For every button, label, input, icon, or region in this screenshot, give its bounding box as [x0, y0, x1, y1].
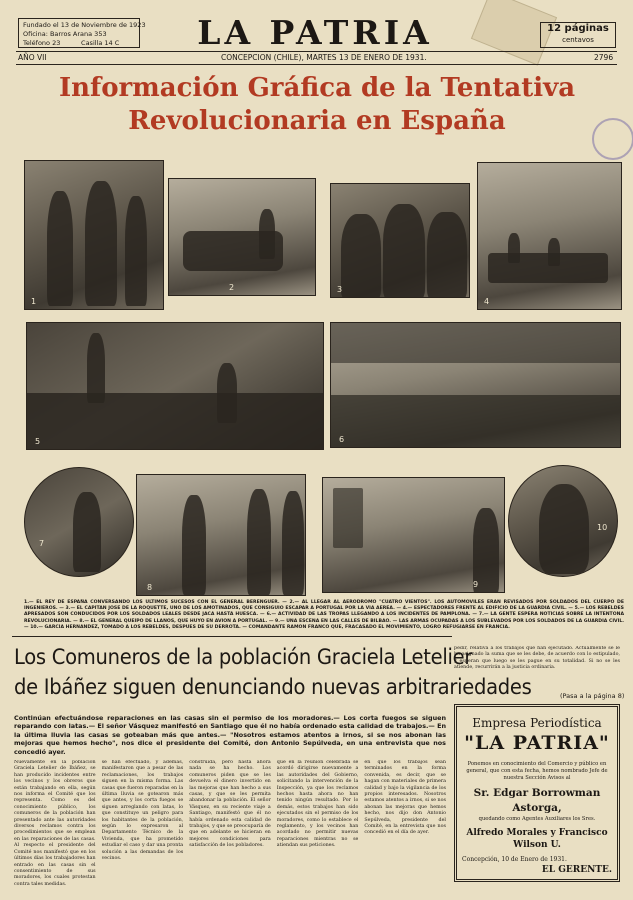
newspaper-title: LA PATRIA [197, 13, 433, 52]
ad-agents: Alfredo Morales y Francisco Wilson U. [466, 828, 608, 850]
story-headline-line-1: Los Comuneros de la población Graciela Letelier [14, 645, 473, 669]
story-column: construida, pero hasta ahora nada se ha hecho. Los comuneros piden que se les devuelva el dinero invertido en las mejoras que han hecho a sus casas, y que se les permita abandonar la población. El señor Vásquez, en su reciente viaje a Santiago, manifestó que él no había ordenado esta calidad de trabajos, y que se preocuparía de que en adelante se hicieran en mejores condiciones para satisfacción de los pobladores. [189, 760, 271, 849]
photo-5 [26, 322, 324, 450]
dateline-rule [16, 64, 617, 65]
story-continuation-column: pedir, relativa a los trabajos que han ejecutado. Actualmente se le ha asignado la suma que se les debe, de acuerdo con lo estipulado, y esperan que luego se les pague en su totalidad. Si no se les atiende, recurrirán a la justicia ordinaria. [454, 646, 620, 671]
phone-line: Teléfono 23 Casilla 14 C [23, 39, 120, 47]
photo-8 [136, 474, 306, 596]
story-headline [14, 642, 532, 702]
ad-company: Empresa Periodística [472, 716, 602, 730]
photo-number: 6 [339, 435, 345, 444]
photo-number: 3 [337, 285, 343, 294]
story-columns [14, 760, 446, 900]
price-box [540, 22, 616, 48]
announcement-box [454, 704, 620, 882]
photo-9 [322, 477, 505, 593]
story-column: en que los trabajos sean terminados en la forma convenida, es decir, que se hagan con materiales de primera calidad y bajo la vigilancia de los propios interesados. Nosotros estamos atentos a irnos, si se nos abonan las mejoras que hemos hecho, nos dijo don Antonio Sepúlveda, presidente del Comité, en la entrevista que nos concedió en el día de ayer. [364, 760, 446, 836]
headline-line-1: Información Gráfica de la Tentativa [58, 73, 576, 103]
ad-agents-intro: quedando como Agentes Auxiliares los Sres. [478, 816, 596, 822]
photo-number: 1 [31, 297, 37, 306]
photo-2 [168, 178, 316, 296]
photo-number: 2 [229, 283, 235, 292]
headline-line-2: Revolucionaria en España [128, 106, 506, 136]
photo-number: 8 [147, 583, 153, 592]
ad-signature: EL GERENTE. [541, 865, 612, 875]
photo-3 [330, 183, 470, 298]
office-line: Oficina: Barros Arana 353 [23, 30, 107, 38]
ad-appointee: Sr. Edgar Borrowman Astorga, [473, 787, 601, 814]
photo-6 [330, 322, 621, 448]
story-column: se han efectuado, y además, manifestaron que a pesar de las reclamaciones, los trabajos siguen en la misma forma. Las casas que fueron reparadas en la última lluvia se gotearon más que antes, y los corta fuegos se siguen arreglando con latas, lo que constituye un peligro para los habitantes de la población, según lo expresaron al Departamento Técnico de la Vivienda, que ha prometido estudiar el caso y dar una pronta solución a las demandas de los vecinos. [101, 760, 184, 862]
photo-1 [24, 160, 164, 310]
story-deck: Continúan efectuándose reparaciones en las casas sin el permiso de los moradores.— Los corta fuegos se siguen reparando con latas.— El señor Vásquez manifestó en Santiago que él no había ordenado esta calidad de trabajos.— En la última lluvia las casas se goteaban más que antes.— "Nosotros estamos atentos a irnos, si se nos abonan las mejoras que hemos hecho", nos dice el presidente del Comité, don Antonio Sepúlveda, en una entrevista que nos concedió ayer. [14, 714, 446, 756]
ad-notice: Ponemos en conocimiento del Comercio y público en general, que con esta fecha, hemos nombrado Jefe de nuestra Sección Avisos al [466, 761, 608, 781]
photo-number: 9 [473, 580, 479, 589]
story-column: que en la reunión celebrada se acordó dirigirse nuevamente a las autoridades del Gobierno, solicitando la intervención de la Inspección, ya que los reclamos hechos hasta ahora no han tenido ningún resultado. Por lo demás, estos trabajos han sido ejecutados sin el permiso de los moradores, como lo establece el reglamento, y los vecinos han acordado no permitir nuevas reparaciones mientras no se atiendan sus peticiones. [276, 760, 359, 849]
story-rule [12, 636, 452, 637]
photo-4 [477, 162, 622, 310]
photo-number: 4 [484, 297, 490, 306]
story-column: Nuevamente en la población Graciela Letelier de Ibáñez, se han producido incidentes entre los vecinos y los obreros que están trabajando en ella, según nos informa el Comité que los representa. Como es del conocimiento público, los comuneros de la población han presentado ante las autoridades diversos reclamos contra los procedimientos que se emplean en las reparaciones de las casas. Al respecto el presidente del Comité nos manifestó que en los últimos días los trabajadores han entrado en las casas sin el consentimiento de sus moradores, los cuales protestan contra tales medidas. [14, 760, 96, 887]
main-headline [12, 72, 622, 138]
dateline [16, 52, 617, 64]
photo-caption: 1.— EL REY DE ESPAÑA CONVERSANDO LOS ULTIMOS SUCESOS CON EL GENERAL BERENGUER. — 2.— AL LLEGAR AL AERODROMO "CUATRO VIENTOS". LOS AUTOMOVILES ERAN REVISADOS POR SOLDADOS DEL CUERPO DE INGENIEROS. — 3.— EL CAPITAN JOSE DE LA ROQUETTE, UNO DE LOS AMOTINADOS, QUE CONSIGUIO ESCAPAR A PORTUGAL POR LA VIA AEREA. — 4.— ESPECTADORES FRENTE AL EDIFICIO DE LA GUARDIA CIVIL. — 5.— LOS REBELDES APRESADOS SON CONDUCIDOS POR LOS SOLDADOS LEALES DESDE JACA HASTA HUESCA. — 6.— ACTIVIDAD DE LAS TROPAS LLEGANDO A LOS INCIDENTES DE PAMPLONA. — 7.— LA GENTE ESPERA NOTICIAS SOBRE LA INTENTONA REVOLUCIONARIA. — 8.— EL GENERAL QUEIPO DE LLANOS, QUE HUYO EN AVION A PORTUGAL. — 9.— UNA ESCENA EN LAS CALLES DE BILBAO. — LAS ARMAS OCUPADAS A LOS SUBLEVADOS POR LOS SOLDADOS DE LA GUARDIA CIVIL. — 10.— GARCIA HERNANDEZ, TOMADO A LOS REBELDES, DESPUES DE SU DERROTA. — COMANDANTE RAMON FRANCO QUE, FRACASADO EL MOVIMIENTO, LOGRO REFUGIARSE EN FRANCIA. [24, 600, 624, 630]
photo-number: 7 [39, 539, 45, 548]
ad-date: Concepción, 10 de Enero de 1931. [462, 856, 567, 863]
pages-count: 12 páginas [547, 23, 609, 34]
story-headline-line-2: de Ibáñez siguen denunciando nuevas arbitrariedades [14, 675, 532, 699]
library-seal [592, 118, 633, 160]
year-label: AÑO VII [18, 53, 47, 62]
ad-paper-name: "LA PATRIA" [464, 732, 610, 754]
founded-line: Fundado el 13 de Noviembre de 1923 [23, 21, 146, 29]
photo-number: 10 [597, 523, 608, 532]
photo-10 [508, 465, 618, 577]
photo-number: 5 [35, 437, 41, 446]
photo-7 [24, 467, 134, 577]
masthead-info-box [18, 18, 146, 48]
price-label: centavos [562, 36, 594, 44]
continued-note: (Pasa a la página 8) [560, 692, 625, 700]
issue-date: CONCEPCION (CHILE), MARTES 13 DE ENERO DE 1931. [221, 53, 427, 62]
issue-number: 2796 [594, 53, 614, 62]
